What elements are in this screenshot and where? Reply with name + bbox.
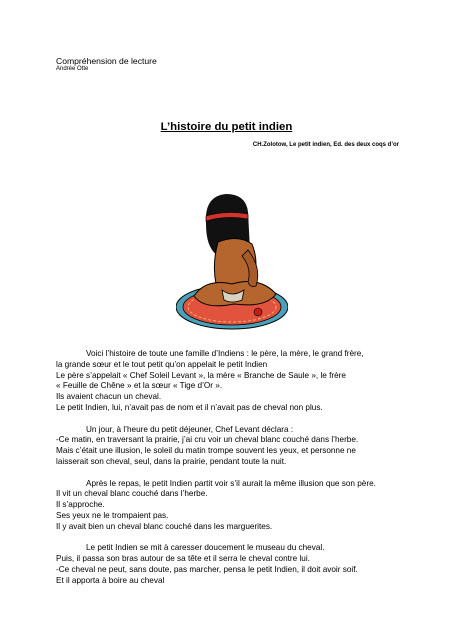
paragraph-gap (56, 533, 416, 544)
story-text (56, 349, 416, 587)
header-subject: Compréhension de lecture (56, 56, 157, 66)
story-line: Puis, il passa son bras autour de sa tête et il serra le cheval contre lui. (56, 554, 310, 564)
story-line: Après le repas, le petit Indien partit voir s’il aurait la même illusion que son père. (86, 478, 376, 488)
story-line: Voici l’histoire de toute une famille d’Indiens : le père, la mère, le grand frère, (86, 349, 364, 358)
story-line: laisserait son cheval, seul, dans la prairie, pendant toute la nuit. (56, 456, 287, 466)
story-line: « Feuille de Chêne » et la sœur « Tige d’Or ». (56, 381, 223, 391)
page-title: L’histoire du petit indien (160, 121, 293, 133)
paragraph-gap (56, 468, 416, 479)
story-line: Ses yeux ne le trompaient pas. (56, 510, 169, 520)
story-line: Il s’approche. (56, 500, 105, 510)
story-line: Il y avait bien un cheval blanc couché dans les marguerites. (56, 521, 273, 531)
story-line: Mais c’était une illusion, le soleil du matin trompe souvent les yeux, et personne ne (56, 446, 356, 456)
paragraph-gap (56, 414, 416, 425)
story-line: Et il apporta à boire au cheval (56, 575, 165, 585)
story-line: Ils avaient chacun un cheval. (56, 392, 162, 402)
story-line: la grande sœur et le tout petit qu’on appelait le petit Indien (56, 359, 268, 369)
source-credit: CH.Zolotow, Le petit indien, Ed. des deux coqs d’or (252, 142, 399, 148)
story-line: Le père s’appelait « Chef Soleil Levant », la mère « Branche de Saule », le frère (56, 370, 346, 380)
story-line: Il vit un cheval blanc couché dans l’herbe. (56, 489, 208, 499)
story-line: -Ce matin, en traversant la prairie, j’ai cru voir un cheval blanc couché dans l’herbe. (56, 435, 359, 445)
story-line: Le petit Indien, lui, n’avait pas de nom et il n’avait pas de cheval non plus. (56, 402, 323, 412)
header-author: Andrée Otte (56, 66, 89, 72)
story-line: Un jour, à l’heure du petit déjeuner, Chef Levant déclara : (86, 424, 294, 434)
indian-child-illustration (176, 172, 288, 332)
story-line: -Ce cheval ne peut, sans doute, pas marcher, pensa le petit Indien, il doit avoir soif. (56, 564, 358, 574)
story-line: Le petit Indien se mit à caresser doucement le museau du cheval. (86, 543, 325, 553)
